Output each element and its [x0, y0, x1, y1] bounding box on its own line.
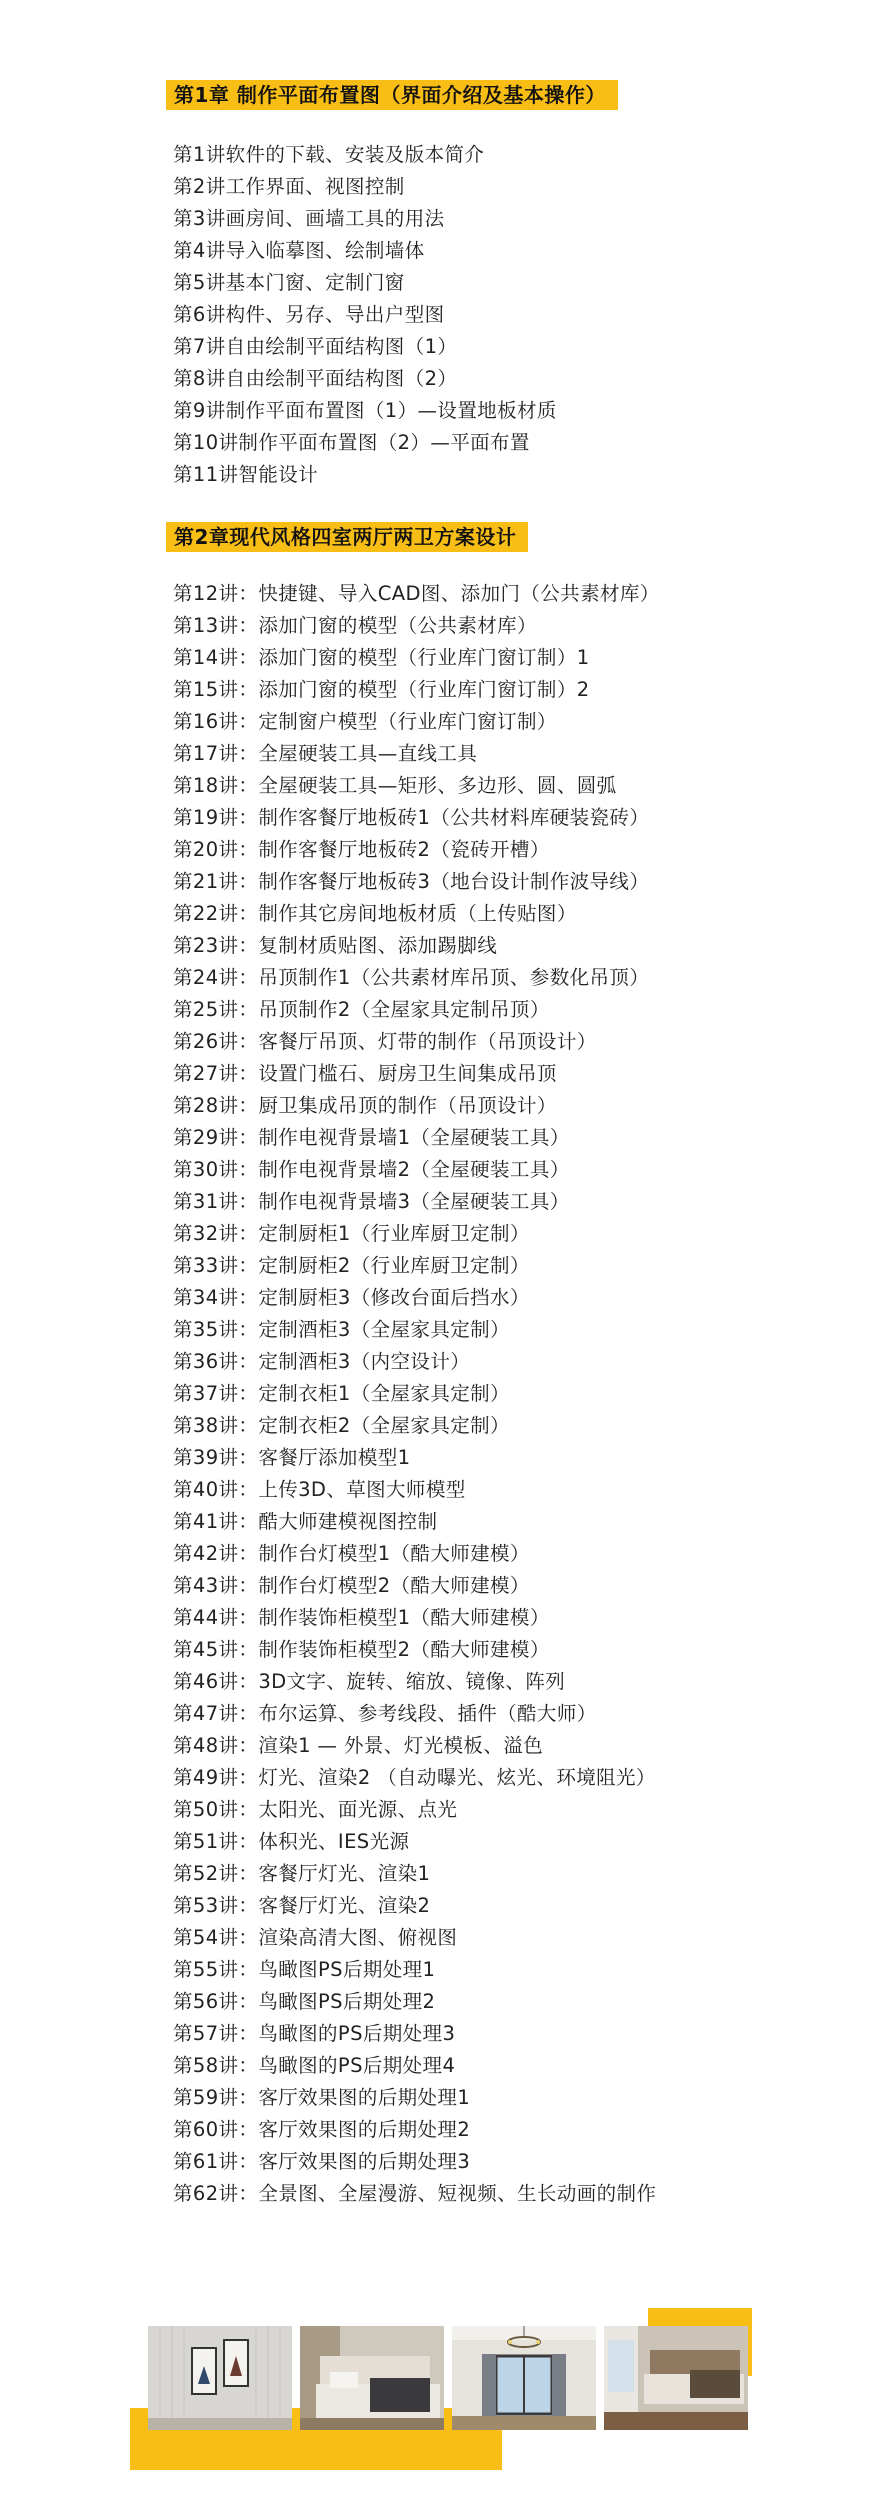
- lesson-item: 第36讲：定制酒柜3（内空设计）: [173, 1350, 471, 1373]
- lesson-item: 第59讲：客厅效果图的后期处理1: [173, 2086, 471, 2109]
- window-chandelier-photo: [452, 2326, 596, 2430]
- lesson-item: 第56讲：鸟瞰图PS后期处理2: [173, 1990, 436, 2013]
- lesson-item: 第40讲：上传3D、草图大师模型: [173, 1478, 466, 1501]
- lesson-item: 第25讲：吊顶制作2（全屋家具定制吊顶）: [173, 998, 550, 1021]
- lesson-item: 第38讲：定制衣柜2（全屋家具定制）: [173, 1414, 510, 1437]
- lesson-item: 第35讲：定制酒柜3（全屋家具定制）: [173, 1318, 510, 1341]
- lesson-item: 第50讲：太阳光、面光源、点光: [173, 1798, 458, 1821]
- bedroom-photo: [300, 2326, 444, 2430]
- lesson-item: 第41讲：酷大师建模视图控制: [173, 1510, 438, 1533]
- lesson-item: 第31讲：制作电视背景墙3（全屋硬装工具）: [173, 1190, 570, 1213]
- lesson-item: 第60讲：客厅效果图的后期处理2: [173, 2118, 471, 2141]
- lesson-item: 第14讲：添加门窗的模型（行业库门窗订制）1: [173, 646, 590, 669]
- lesson-item: 第47讲：布尔运算、参考线段、插件（酷大师）: [173, 1702, 597, 1725]
- lesson-item: 第32讲：定制厨柜1（行业库厨卫定制）: [173, 1222, 530, 1245]
- lesson-item: 第20讲：制作客餐厅地板砖2（瓷砖开槽）: [173, 838, 550, 861]
- lesson-item: 第13讲：添加门窗的模型（公共素材库）: [173, 614, 537, 637]
- lesson-item: 第34讲：定制厨柜3（修改台面后挡水）: [173, 1286, 530, 1309]
- lesson-item: 第15讲：添加门窗的模型（行业库门窗订制）2: [173, 678, 590, 701]
- lesson-item: 第53讲：客餐厅灯光、渲染2: [173, 1894, 431, 1917]
- lesson-item: 第43讲：制作台灯模型2（酷大师建模）: [173, 1574, 530, 1597]
- lesson-item: 第12讲：快捷键、导入CAD图、添加门（公共素材库）: [173, 582, 660, 605]
- lesson-item: 第4讲导入临摹图、绘制墙体: [173, 239, 425, 262]
- lesson-item: 第2讲工作界面、视图控制: [173, 175, 405, 198]
- lesson-item: 第5讲基本门窗、定制门窗: [173, 271, 405, 294]
- lesson-item: 第27讲：设置门槛石、厨房卫生间集成吊顶: [173, 1062, 557, 1085]
- lesson-item: 第51讲：体积光、IES光源: [173, 1830, 410, 1853]
- lesson-item: 第22讲：制作其它房间地板材质（上传贴图）: [173, 902, 577, 925]
- lesson-item: 第9讲制作平面布置图（1）—设置地板材质: [173, 399, 557, 422]
- lesson-item: 第6讲构件、另存、导出户型图: [173, 303, 445, 326]
- lesson-item: 第42讲：制作台灯模型1（酷大师建模）: [173, 1542, 530, 1565]
- chapter-2-lesson-list: [173, 578, 660, 2210]
- chapter-1-heading: 第1章 制作平面布置图（界面介绍及基本操作）: [166, 80, 618, 110]
- lesson-item: 第37讲：定制衣柜1（全屋家具定制）: [173, 1382, 510, 1405]
- lesson-item: 第44讲：制作装饰柜模型1（酷大师建模）: [173, 1606, 550, 1629]
- lesson-item: 第45讲：制作装饰柜模型2（酷大师建模）: [173, 1638, 550, 1661]
- lesson-item: 第46讲：3D文字、旋转、缩放、镜像、阵列: [173, 1670, 566, 1693]
- lesson-item: 第23讲：复制材质贴图、添加踢脚线: [173, 934, 498, 957]
- lesson-item: 第54讲：渲染高清大图、俯视图: [173, 1926, 458, 1949]
- lesson-item: 第55讲：鸟瞰图PS后期处理1: [173, 1958, 436, 1981]
- lesson-item: 第19讲：制作客餐厅地板砖1（公共材料库硬装瓷砖）: [173, 806, 650, 829]
- lesson-item: 第16讲：定制窗户模型（行业库门窗订制）: [173, 710, 557, 733]
- lesson-item: 第10讲制作平面布置图（2）—平面布置: [173, 431, 530, 454]
- chapter-2-heading: 第2章现代风格四室两厅两卫方案设计: [166, 522, 528, 552]
- interior-photo-strip: [0, 2270, 880, 2508]
- lesson-item: 第52讲：客餐厅灯光、渲染1: [173, 1862, 431, 1885]
- lesson-item: 第21讲：制作客餐厅地板砖3（地台设计制作波导线）: [173, 870, 650, 893]
- lesson-item: 第3讲画房间、画墙工具的用法: [173, 207, 445, 230]
- living-room-wall-art-photo: [148, 2326, 292, 2430]
- lesson-item: 第48讲：渲染1 — 外景、灯光模板、溢色: [173, 1734, 544, 1757]
- lesson-item: 第58讲：鸟瞰图的PS后期处理4: [173, 2054, 456, 2077]
- lesson-item: 第11讲智能设计: [173, 463, 319, 486]
- lesson-item: 第62讲：全景图、全屋漫游、短视频、生长动画的制作: [173, 2182, 657, 2205]
- lesson-item: 第18讲：全屋硬装工具—矩形、多边形、圆、圆弧: [173, 774, 617, 797]
- lesson-item: 第49讲：灯光、渲染2 （自动曝光、炫光、环境阻光）: [173, 1766, 656, 1789]
- lesson-item: 第7讲自由绘制平面结构图（1）: [173, 335, 458, 358]
- chapter-1-lesson-list: [173, 139, 557, 491]
- lesson-item: 第57讲：鸟瞰图的PS后期处理3: [173, 2022, 456, 2045]
- bedroom-wide-photo: [604, 2326, 748, 2430]
- lesson-item: 第17讲：全屋硬装工具—直线工具: [173, 742, 478, 765]
- lesson-item: 第28讲：厨卫集成吊顶的制作（吊顶设计）: [173, 1094, 557, 1117]
- lesson-item: 第33讲：定制厨柜2（行业库厨卫定制）: [173, 1254, 530, 1277]
- lesson-item: 第29讲：制作电视背景墙1（全屋硬装工具）: [173, 1126, 570, 1149]
- lesson-item: 第1讲软件的下载、安装及版本简介: [173, 143, 485, 166]
- lesson-item: 第8讲自由绘制平面结构图（2）: [173, 367, 458, 390]
- lesson-item: 第24讲：吊顶制作1（公共素材库吊顶、参数化吊顶）: [173, 966, 650, 989]
- lesson-item: 第61讲：客厅效果图的后期处理3: [173, 2150, 471, 2173]
- lesson-item: 第30讲：制作电视背景墙2（全屋硬装工具）: [173, 1158, 570, 1181]
- lesson-item: 第26讲：客餐厅吊顶、灯带的制作（吊顶设计）: [173, 1030, 597, 1053]
- lesson-item: 第39讲：客餐厅添加模型1: [173, 1446, 411, 1469]
